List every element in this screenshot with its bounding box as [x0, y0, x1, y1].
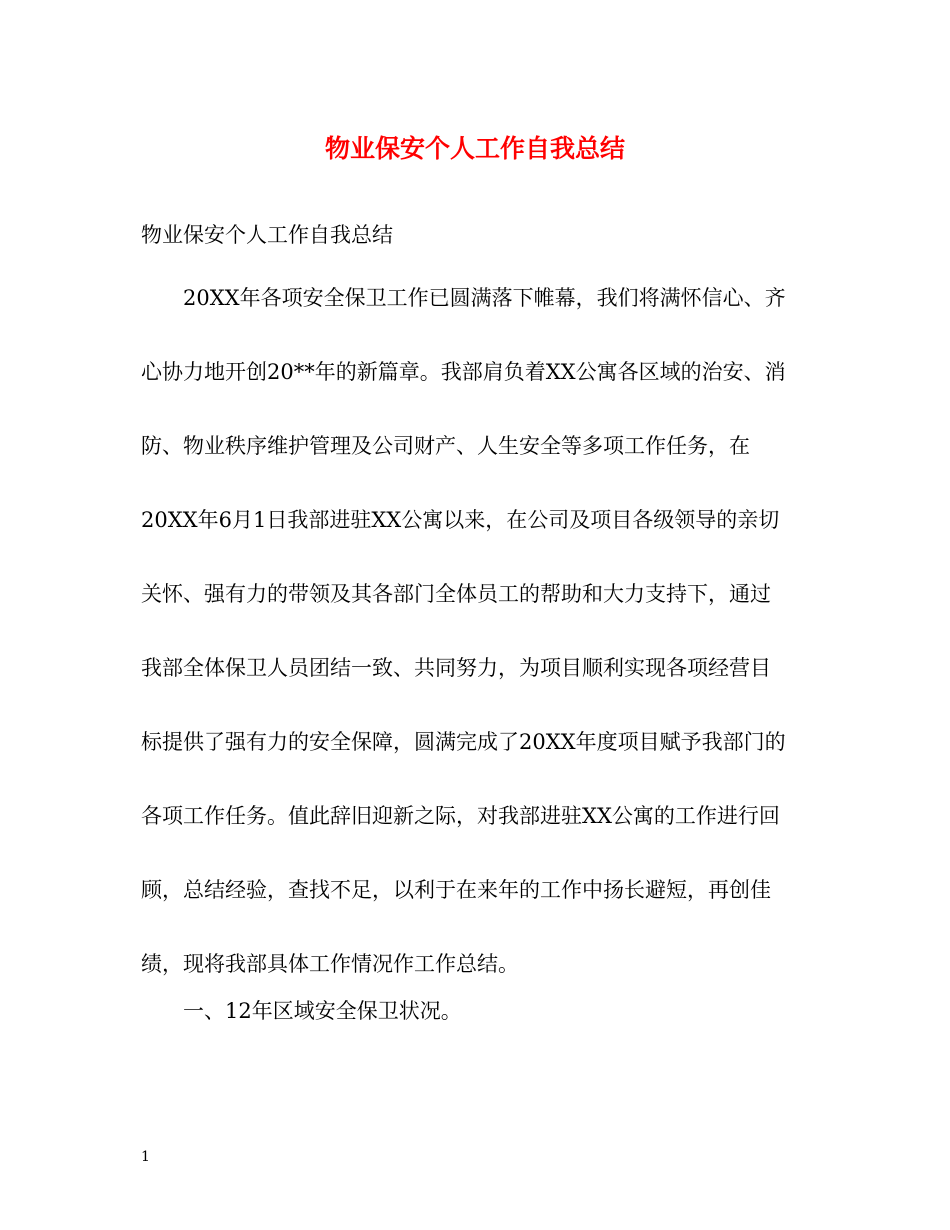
paragraph-line: 心协力地开创20**年的新篇章。我部肩负着XX公寓各区域的治安、消 [141, 360, 786, 384]
document-title: 物业保安个人工作自我总结 [324, 134, 625, 163]
paragraph-line: 各项工作任务。值此辞旧迎新之际，对我部进驻XX公寓的工作进行回 [141, 804, 780, 828]
body-paragraph [141, 283, 821, 1023]
paragraph-line: 20XX年6月1日我部进驻XX公寓以来，在公司及项目各级领导的亲切 [141, 508, 780, 532]
paragraph-line: 顾，总结经验，查找不足，以利于在来年的工作中扬长避短，再创佳 [141, 878, 771, 902]
paragraph-line: 20XX年各项安全保卫工作已圆满落下帷幕，我们将满怀信心、齐 [183, 286, 786, 310]
paragraph-line: 防、物业秩序维护管理及公司财产、人生安全等多项工作任务，在 [141, 434, 750, 458]
section-heading: 一、12年区域安全保卫状况。 [183, 999, 462, 1023]
paragraph-line: 标提供了强有力的安全保障，圆满完成了20XX年度项目赋予我部门的 [141, 730, 786, 754]
document-subtitle: 物业保安个人工作自我总结 [141, 223, 393, 247]
paragraph-line: 我部全体保卫人员团结一致、共同努力，为项目顺利实现各项经营目 [141, 656, 771, 680]
paragraph-line: 关怀、强有力的带领及其各部门全体员工的帮助和大力支持下，通过 [141, 582, 771, 606]
paragraph-line: 绩，现将我部具体工作情况作工作总结。 [141, 952, 519, 976]
page-number: 1 [141, 1149, 150, 1165]
